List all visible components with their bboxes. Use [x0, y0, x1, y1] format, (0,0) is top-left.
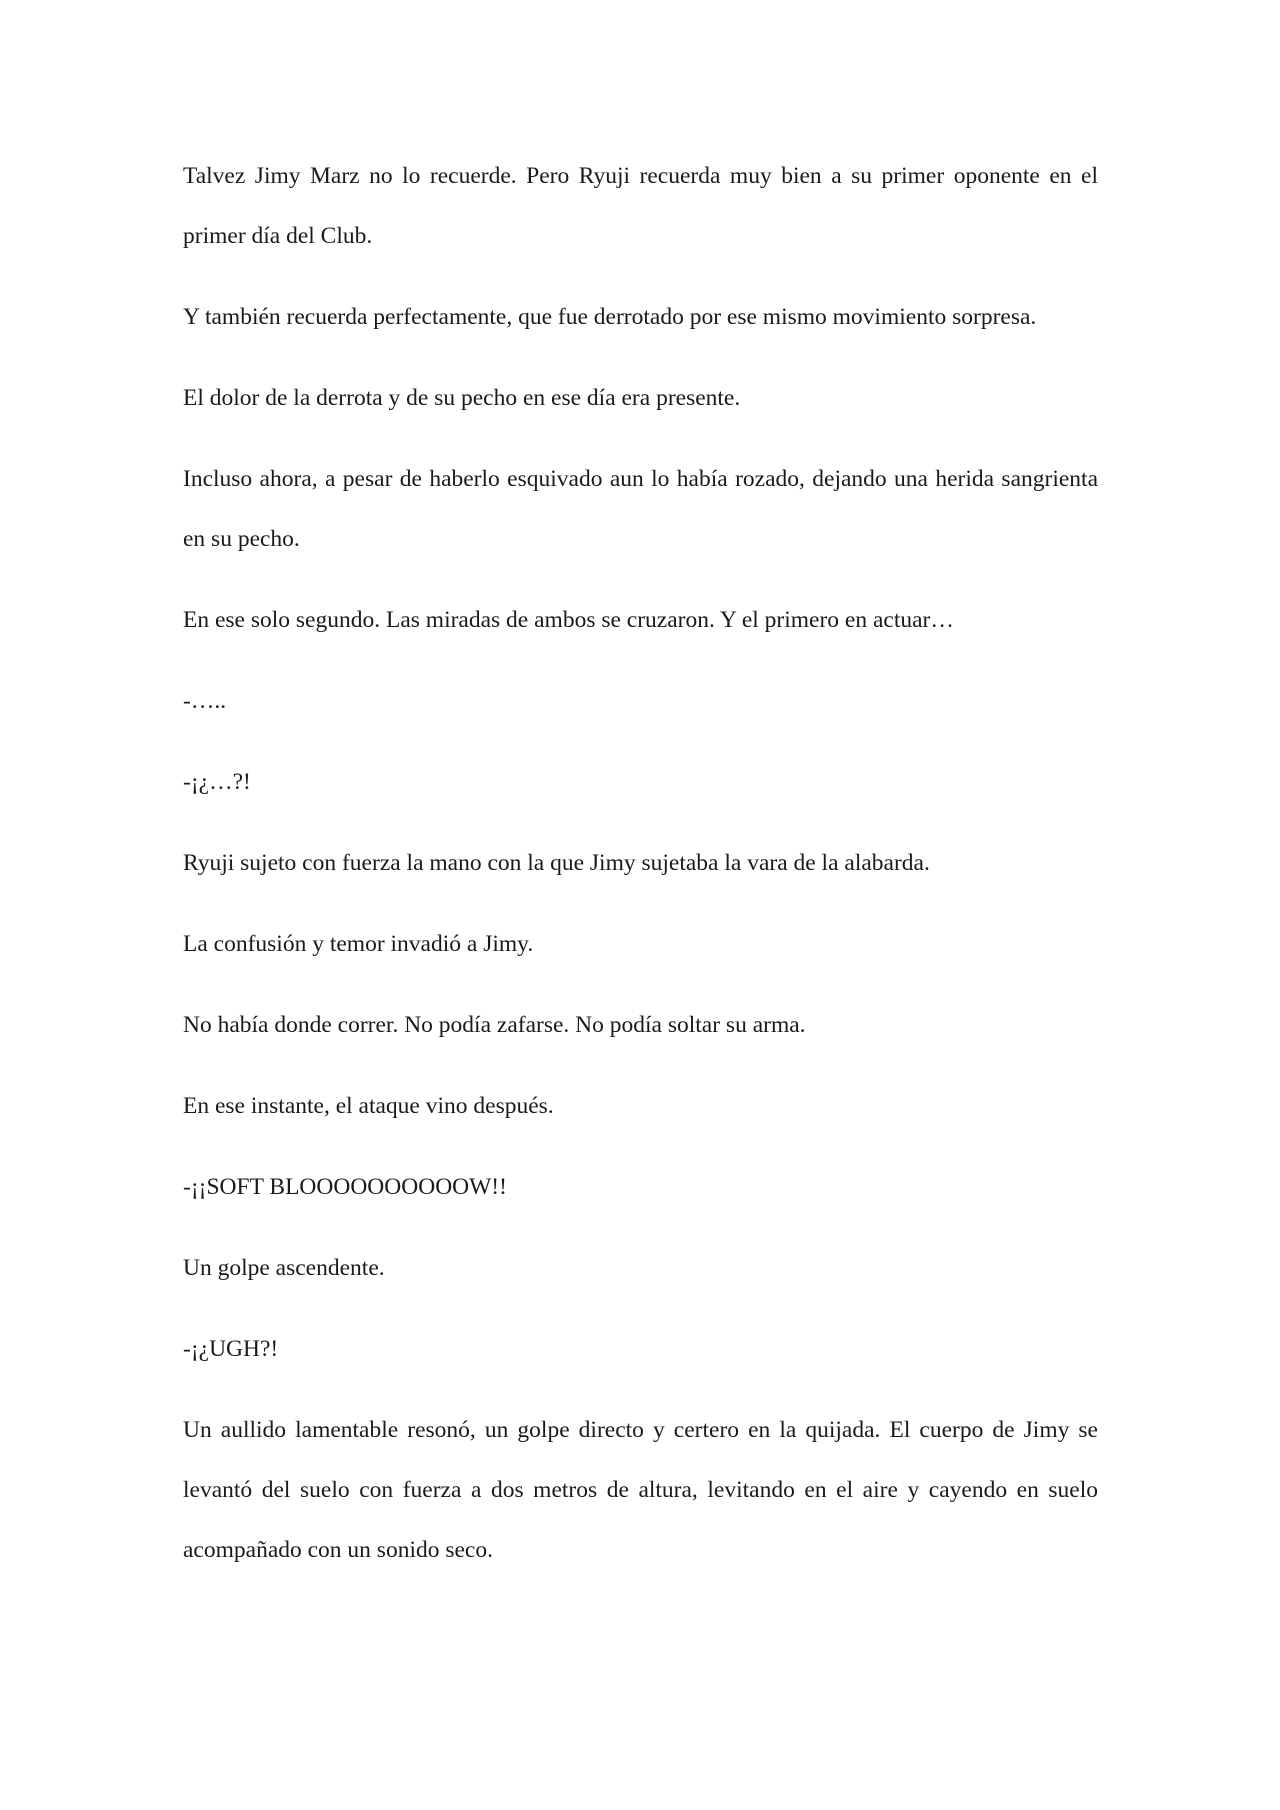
paragraph: No había donde correr. No podía zafarse. No podía soltar su arma.	[183, 1012, 806, 1038]
document-body	[183, 146, 1098, 1601]
paragraph: En ese solo segundo. Las miradas de ambos se cruzaron. Y el primero en actuar…	[183, 607, 954, 633]
paragraph: Ryuji sujeto con fuerza la mano con la que Jimy sujetaba la vara de la alabarda.	[183, 850, 930, 876]
paragraph: Un golpe ascendente.	[183, 1255, 385, 1281]
paragraph: En ese instante, el ataque vino después.	[183, 1093, 554, 1119]
paragraph: La confusión y temor invadió a Jimy.	[183, 931, 534, 957]
paragraph: -¡¡SOFT BLOOOOOOOOOOW!!	[183, 1174, 507, 1200]
paragraph: -¡¿…?!	[183, 769, 251, 795]
paragraph: El dolor de la derrota y de su pecho en ese día era presente.	[183, 385, 741, 411]
paragraph: Incluso ahora, a pesar de haberlo esquivado aun lo había rozado, dejando una herida sangrienta en su pecho.	[183, 466, 1098, 552]
paragraph: Talvez Jimy Marz no lo recuerde. Pero Ryuji recuerda muy bien a su primer oponente en el primer día del Club.	[183, 163, 1098, 249]
paragraph: Y también recuerda perfectamente, que fue derrotado por ese mismo movimiento sorpresa.	[183, 304, 1037, 330]
paragraph: Un aullido lamentable resonó, un golpe directo y certero en la quijada. El cuerpo de Jimy se levantó del suelo con fuerza a dos metros de altura, levitando en el aire y cayendo en suelo acompañado con un sonido seco.	[183, 1417, 1098, 1563]
paragraph: -¡¿UGH?!	[183, 1336, 279, 1362]
paragraph: -…..	[183, 688, 227, 714]
